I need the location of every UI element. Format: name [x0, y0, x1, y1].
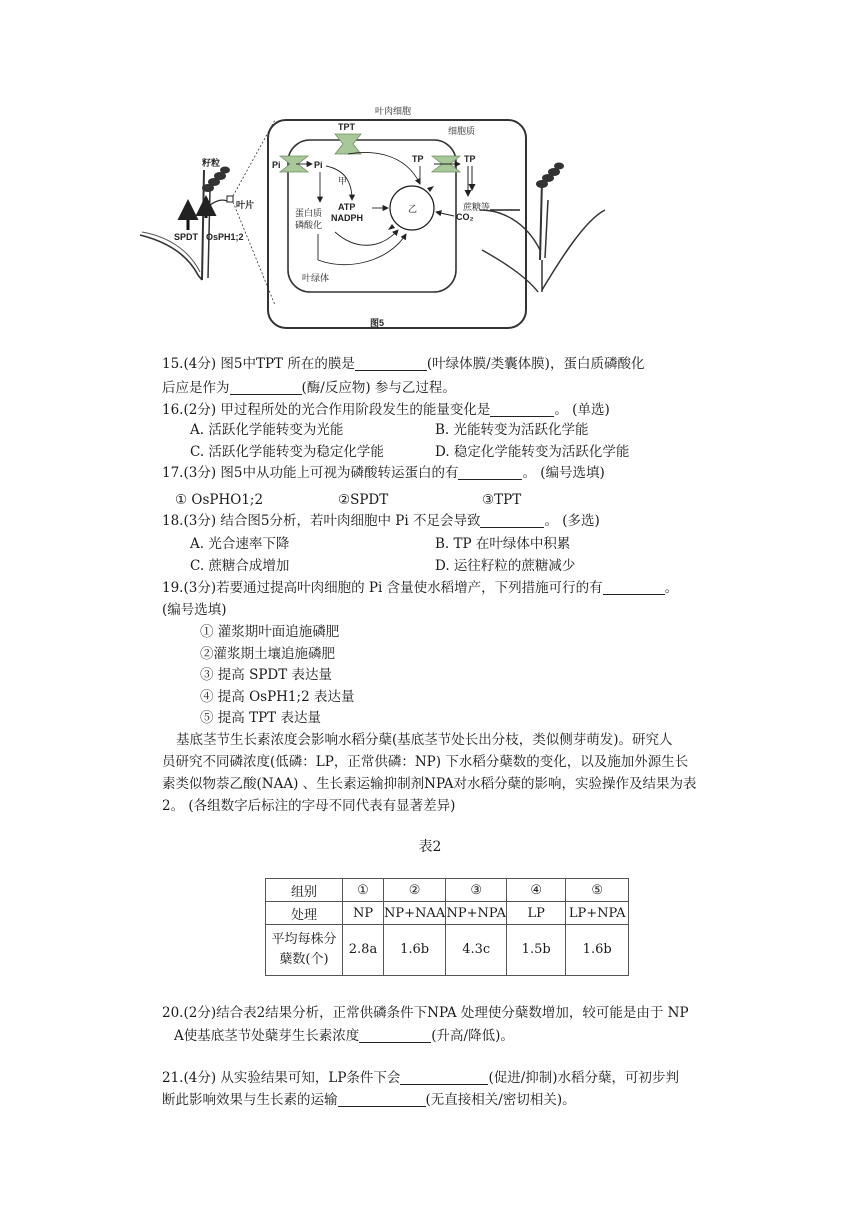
q17-option-2[interactable]: ②SPDT	[338, 492, 389, 508]
svg-text:TPT: TPT	[338, 122, 355, 132]
q17-blank[interactable]	[458, 464, 522, 480]
q15-blank-2[interactable]	[230, 379, 302, 395]
label-co2: CO₂	[456, 212, 474, 222]
treatment-cell: NP+NPA	[446, 902, 507, 925]
q16-option-b[interactable]: B. 光能转变为活跃化学能	[435, 422, 589, 438]
tiller-cell: 2.8a	[343, 925, 384, 976]
q21-blank-2[interactable]	[338, 1091, 426, 1107]
group-cell: ③	[446, 879, 507, 902]
row-header-group: 组别	[266, 879, 343, 902]
label-spdt: SPDT	[174, 232, 199, 242]
label-nadph: NADPH	[331, 213, 364, 223]
treatment-cell: LP	[507, 902, 566, 925]
group-cell: ①	[343, 879, 384, 902]
figure-caption: 图5	[370, 318, 385, 328]
treatment-cell: NP	[343, 902, 384, 925]
label-osph: OsPH1;2	[206, 232, 244, 242]
label-grain: 籽粒	[202, 158, 221, 168]
table-caption: 表2	[418, 839, 442, 855]
q19-stem-note: (编号选填)	[162, 602, 227, 618]
passage-line-4: 2。 (各组数字后标注的字母不同代表有显著差异)	[162, 798, 456, 814]
tpt-transporter	[335, 122, 361, 154]
q21-blank-1[interactable]	[400, 1069, 488, 1085]
q21-line2: 断此影响效果与生长素的运输 (无直接相关/密切相关)。	[162, 1092, 576, 1108]
q18-option-d[interactable]: D. 运往籽粒的蔗糖减少	[435, 558, 576, 574]
grain-cluster-left	[202, 167, 230, 193]
label-protein: 蛋白质	[295, 208, 323, 218]
q15-line1: 15.(4分) 图5中TPT 所在的膜是 (叶绿体膜/类囊体膜)，蛋白质磷酸化	[162, 356, 645, 372]
table-row-treatments	[266, 902, 629, 925]
q17-stem: 17.(3分) 图5中从功能上可视为磷酸转运蛋白的有 。 (编号选填)	[162, 465, 605, 481]
q15-blank-1[interactable]	[355, 355, 427, 371]
label-leaf: 叶片	[236, 200, 255, 210]
group-cell: ⑤	[566, 879, 629, 902]
right-rice-plant	[480, 163, 605, 293]
q18-stem: 18.(3分) 结合图5分析，若叶肉细胞中 Pi 不足会导致 。 (多选)	[162, 513, 600, 529]
label-pi-outside: Pi	[272, 160, 281, 170]
label-cytoplasm: 细胞质	[448, 126, 476, 136]
treatment-cell: LP+NPA	[566, 902, 629, 925]
table-2	[265, 878, 629, 976]
q19-option-2[interactable]: ②灌浆期土壤追施磷肥	[200, 646, 335, 662]
q16-option-c[interactable]: C. 活跃化学能转变为稳定化学能	[190, 444, 384, 460]
q17-option-1[interactable]: ① OsPHO1;2	[175, 492, 264, 508]
label-atp: ATP	[338, 202, 356, 212]
tiller-cell: 1.6b	[384, 925, 446, 976]
label-mesophyll-cell: 叶肉细胞	[375, 106, 412, 116]
q16-option-d[interactable]: D. 稳定化学能转变为活跃化学能	[435, 444, 630, 460]
q18-option-a[interactable]: A. 光合速率下降	[190, 536, 290, 552]
q20-blank[interactable]	[359, 1027, 431, 1043]
figure-5-diagram	[130, 100, 730, 330]
q18-blank[interactable]	[480, 512, 544, 528]
group-cell: ④	[507, 879, 566, 902]
tiller-cell: 4.3c	[446, 925, 507, 976]
q19-option-1[interactable]: ① 灌浆期叶面追施磷肥	[200, 624, 340, 640]
q21-line1: 21.(4分) 从实验结果可知，LP条件下会 (促进/抑制)水稻分蘖，可初步判	[162, 1070, 680, 1086]
left-rice-plant	[140, 120, 275, 305]
label-chloroplast: 叶绿体	[302, 273, 330, 283]
label-phosphorylation: 磷酸化	[295, 220, 323, 230]
label-yi: 乙	[408, 204, 418, 214]
q16-blank[interactable]	[490, 401, 554, 417]
q19-blank[interactable]	[603, 579, 665, 595]
q19-stem: 19.(3分)若要通过提高叶肉细胞的 Pi 含量使水稻增产，下列措施可行的有 。	[162, 580, 679, 596]
passage-line-2: 员研究不同磷浓度(低磷：LP，正常供磷：NP) 下水稻分蘖数的变化，以及施加外源生长	[162, 754, 689, 770]
label-tp-outside: TP	[464, 154, 476, 164]
row-header-tillers: 平均每株分 蘖数(个)	[266, 925, 343, 976]
table-row-tillers	[266, 925, 629, 976]
table-row-groups	[266, 879, 629, 902]
label-jia: 甲	[338, 176, 348, 186]
q18-option-c[interactable]: C. 蔗糖合成增加	[190, 558, 290, 574]
q20-line1: 20.(2分)结合表2结果分析，正常供磷条件下NPA 处理使分蘖数增加，较可能是由于 NP	[162, 1005, 689, 1021]
q19-option-4[interactable]: ④ 提高 OsPH1;2 表达量	[200, 689, 355, 705]
grain-cluster-right	[536, 163, 564, 189]
passage-line-3: 素类似物萘乙酸(NAA) 、生长素运输抑制剂NPA对水稻分蘖的影响，实验操作及结果为表	[162, 776, 697, 792]
q19-option-3[interactable]: ③ 提高 SPDT 表达量	[200, 667, 333, 683]
tiller-cell: 1.6b	[566, 925, 629, 976]
label-tp-inside: TP	[412, 154, 424, 164]
tiller-cell: 1.5b	[507, 925, 566, 976]
q17-option-3[interactable]: ③TPT	[482, 492, 522, 508]
q16-option-a[interactable]: A. 活跃化学能转变为光能	[190, 422, 344, 438]
row-header-treatment: 处理	[266, 902, 343, 925]
q15-line2: 后应是作为 (酶/反应物) 参与乙过程。	[162, 380, 456, 396]
q18-option-b[interactable]: B. TP 在叶绿体中积累	[435, 536, 571, 552]
group-cell: ②	[384, 879, 446, 902]
q19-option-5[interactable]: ⑤ 提高 TPT 表达量	[200, 710, 321, 726]
label-pi-inside: Pi	[314, 160, 323, 170]
q16-stem: 16.(2分) 甲过程所处的光合作用阶段发生的能量变化是 。 (单选)	[162, 402, 610, 418]
passage-line-1: 基底茎节生长素浓度会影响水稻分蘖(基底茎节处长出分枝，类似侧芽萌发)。研究人	[176, 732, 673, 748]
label-sucrose: 蔗糖等	[463, 202, 491, 212]
q20-line2: A使基底茎节处蘖芽生长素浓度 (升高/降低)。	[174, 1028, 514, 1044]
treatment-cell: NP+NAA	[384, 902, 446, 925]
